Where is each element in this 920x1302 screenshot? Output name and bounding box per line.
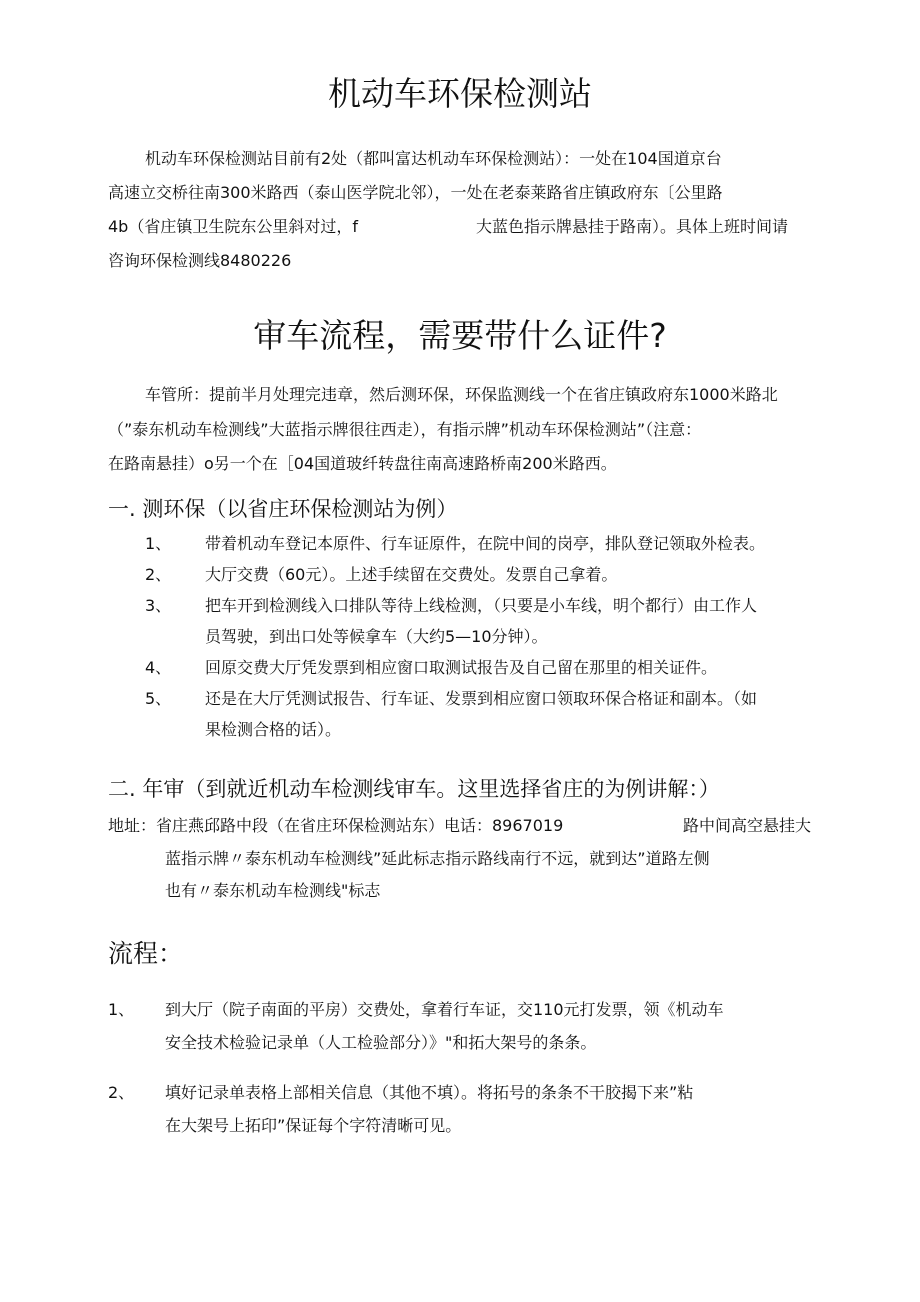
env-step-4-text: 回原交费大厅凭发票到相应窗口取测试报告及自己留在那里的相关证件。 (205, 658, 718, 677)
env-step-5-text-2: 果检测合格的话）。 (205, 720, 342, 739)
address-line-3: 也有〃泰东机动车检测线"标志 (165, 881, 381, 900)
env-step-2-text: 大厅交费（60元）。上述手续留在交费处。发票自己拿着。 (205, 565, 618, 584)
env-step-5-num: 5、 (145, 689, 172, 708)
address-line-1-suffix: 路中间高空悬挂大 (683, 816, 812, 835)
intro-line-3b: 大蓝色指示牌悬挂于路南）。具体上班时间请 (476, 217, 789, 236)
env-step-2-num: 2、 (145, 565, 172, 584)
intro-line-3a: 4b（省庄镇卫生院东公里斜对过，f (108, 217, 358, 236)
env-step-3-text-2: 员驾驶，到出口处等候拿车（大约5—10分钟）。 (205, 627, 548, 646)
address-line-1: 地址：省庄燕邱路中段（在省庄环保检测站东）电话：8967019 (108, 816, 564, 835)
env-step-1-num: 1、 (145, 534, 172, 553)
env-step-1-text: 带着机动车登记本原件、行车证原件，在院中间的岗亭，排队登记领取外检表。 (205, 534, 766, 553)
process-step-1-text-1: 到大厅（院子南面的平房）交费处，拿着行车证，交110元打发票，领《机动车 (165, 1000, 724, 1019)
dmv-line-1: 车管所：提前半月处理完违章，然后测环保，环保监测线一个在省庄镇政府东1000米路北 (145, 385, 778, 404)
env-step-4-num: 4、 (145, 658, 172, 677)
intro-line-2: 高速立交桥往南300米路西（泰山医学院北邻），一处在老泰莱路省庄镇政府东〔公里路 (108, 183, 723, 202)
annual-heading: 二. 年审（到就近机动车检测线审车。这里选择省庄的为例讲解：） (108, 777, 720, 801)
page-title: 机动车环保检测站 (328, 74, 592, 113)
env-step-5-text-1: 还是在大厅凭测试报告、行车证、发票到相应窗口领取环保合格证和副本。（如 (205, 689, 758, 708)
process-step-1-num: 1、 (108, 1000, 135, 1019)
dmv-line-3: 在路南悬挂）o另一个在［04国道玻纤转盘往南高速路桥南200米路西。 (108, 454, 617, 473)
address-line-2: 蓝指示牌〃泰东机动车检测线”延此标志指示路线南行不远，就到达”道路左侧 (165, 849, 710, 868)
intro-line-4: 咨询环保检测线8480226 (108, 251, 292, 270)
env-step-3-text-1: 把车开到检测线入口排队等待上线检测，（只要是小车线，明个都行）由工作人 (205, 596, 758, 615)
process-step-2-num: 2、 (108, 1083, 135, 1102)
process-heading: 流程： (108, 939, 184, 968)
process-step-2-text-2: 在大架号上拓印”保证每个字符清晰可见。 (165, 1116, 462, 1135)
env-step-3-num: 3、 (145, 596, 172, 615)
dmv-line-2: （”泰东机动车检测线”大蓝指示牌很往西走），有指示牌”机动车环保检测站”（注意： (108, 420, 702, 439)
process-step-1-text-2: 安全技术检验记录单（人工检验部分）》"和拓大架号的条条。 (165, 1033, 597, 1052)
section-title: 审车流程，需要带什么证件? (253, 316, 667, 355)
process-step-2-text-1: 填好记录单表格上部相关信息（其他不填）。将拓号的条条不干胶揭下来”粘 (165, 1083, 694, 1102)
intro-line-1: 机动车环保检测站目前有2处（都叫富达机动车环保检测站）：一处在104国道京台 (145, 149, 722, 168)
env-test-heading: 一. 测环保（以省庄环保检测站为例） (108, 497, 458, 521)
